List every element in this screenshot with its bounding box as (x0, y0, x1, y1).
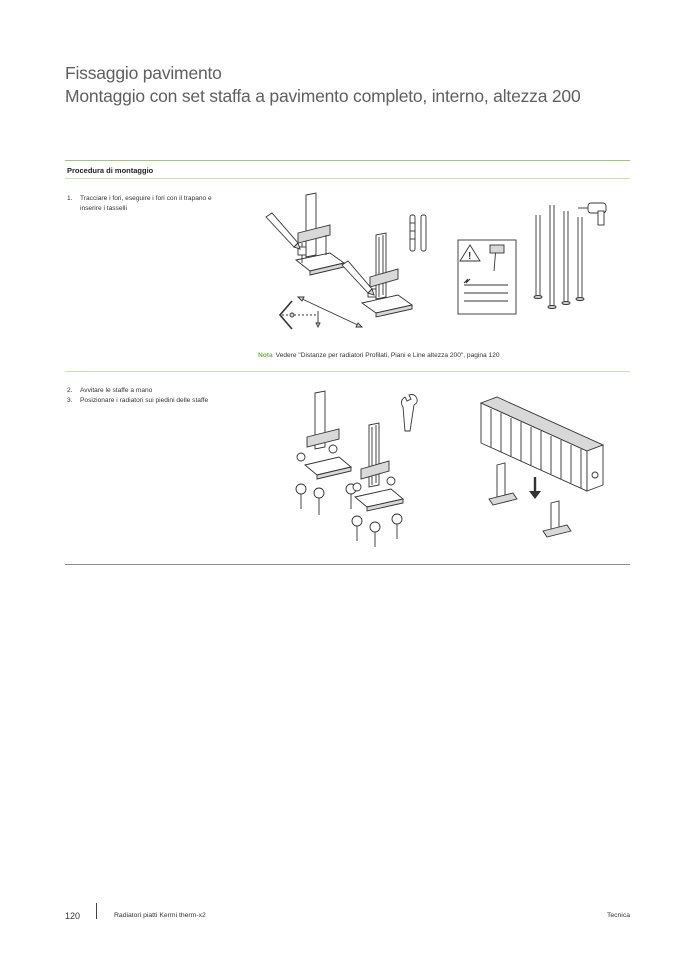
note-rule (65, 371, 630, 372)
wrench-icon (401, 395, 417, 432)
step-text: Tracciare i fori, eseguire i fori con il trapano e inserire i tasselli (80, 195, 212, 212)
steps-block-2 (67, 386, 230, 405)
section-heading: Procedura di montaggio (67, 166, 154, 175)
marking-detail-icon (280, 301, 320, 329)
warning-box-icon (458, 240, 516, 314)
page-title (65, 62, 645, 108)
step-number: 2. (67, 387, 73, 394)
footer-divider (96, 903, 97, 919)
section-bottom-rule (65, 564, 630, 565)
step-number: 1. (67, 195, 73, 202)
footer-document-title: Radiatori piatti Kermi therm-x2 (114, 912, 206, 919)
screw-set-left-icon (296, 445, 356, 515)
bracket-left-icon (296, 193, 344, 275)
bracket-right-screw-icon (352, 423, 403, 547)
page-number: 120 (65, 911, 81, 921)
section-heading-rule (65, 178, 630, 179)
down-arrow-icon (529, 477, 541, 499)
page-title-line-2: Montaggio con set staffa a pavimento completo, interno, altezza 200 (65, 86, 581, 106)
step-item (67, 396, 230, 406)
svg-text:!: ! (468, 251, 472, 262)
screw-set-right-icon (352, 477, 402, 547)
page-title-line-1: Fissaggio pavimento (65, 63, 222, 83)
step-item (67, 386, 230, 396)
dowel-pair-icon (410, 215, 426, 251)
bracket-left-screw-icon (296, 391, 356, 515)
step-item (67, 194, 230, 213)
step-number: 3. (67, 396, 73, 404)
anchors-drilled-icon (534, 205, 584, 309)
assembly-illustration (285, 385, 605, 555)
bracket-right-icon (362, 233, 412, 317)
pencil-left-icon (266, 213, 300, 249)
note-text: Vedere "Distanze per radiatori Profilati, Piani e Line altezza 200", pagina 120 (275, 352, 500, 359)
marking-drilling-illustration (258, 185, 618, 345)
note-label: Nota (258, 352, 273, 359)
step-text: Avvitare le staffe a mano (80, 387, 153, 394)
distance-arrow-icon (298, 297, 362, 327)
note (258, 352, 500, 359)
pencil-right-icon (342, 261, 374, 295)
section-top-rule (65, 160, 630, 161)
step-text: Posizionare i radiatori sui piedini delle staffe (80, 396, 209, 404)
steps-block-1 (67, 194, 230, 213)
footer-section-name: Tecnica (606, 912, 630, 919)
